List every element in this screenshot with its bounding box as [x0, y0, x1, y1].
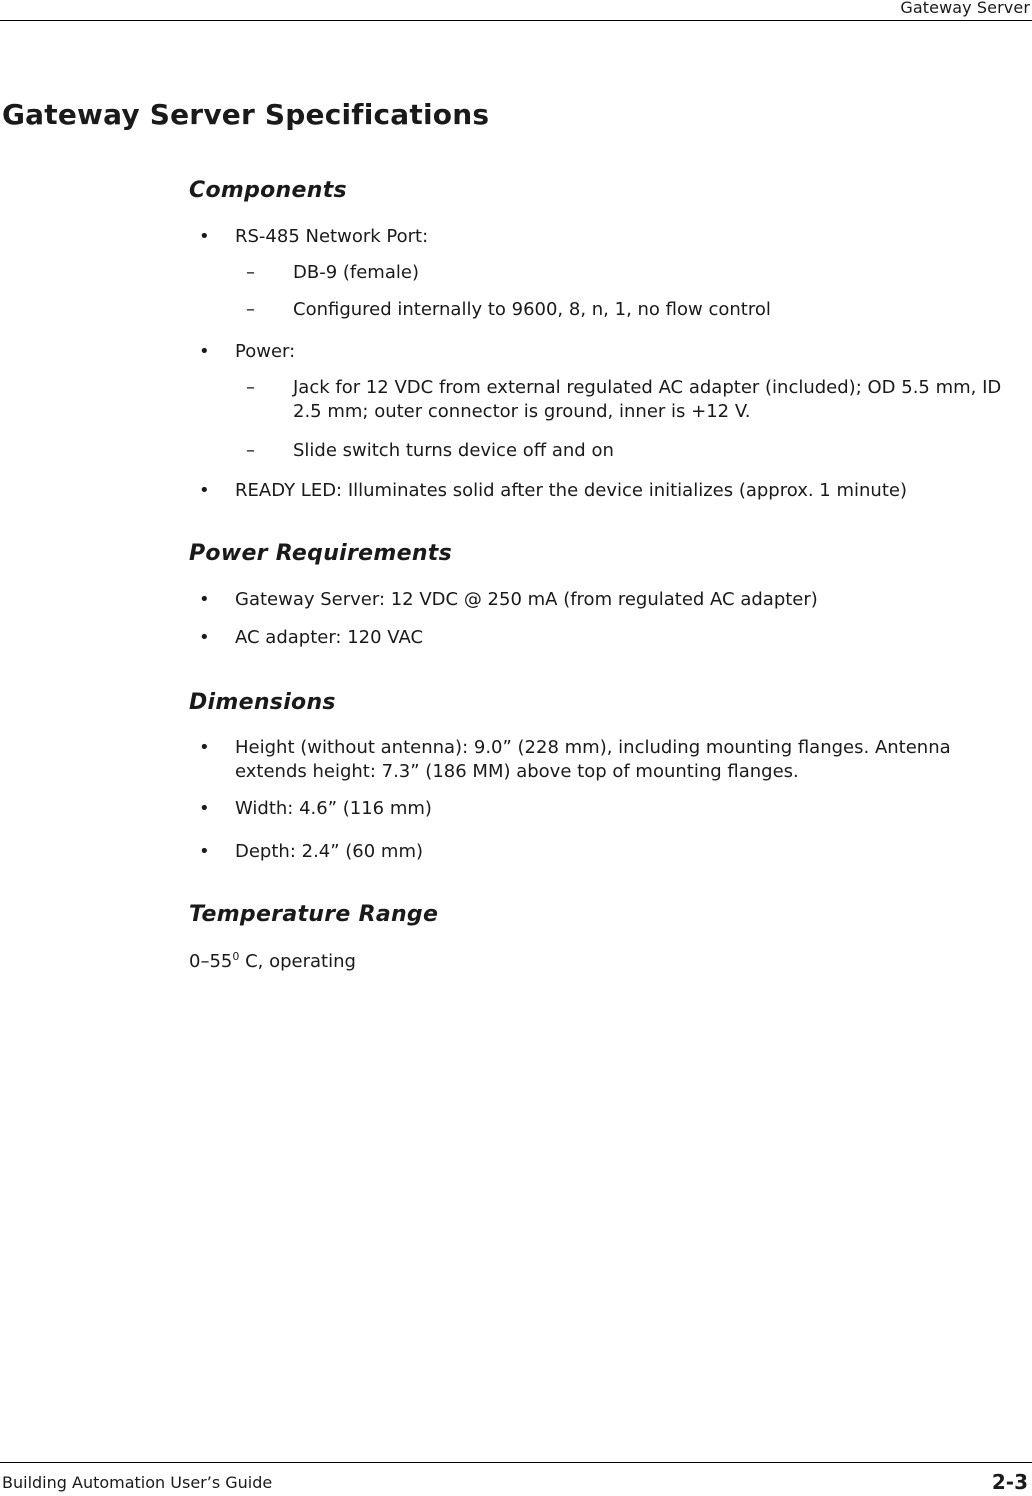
temperature-prefix: 0–55: [189, 951, 233, 972]
components-heading: Components: [189, 178, 347, 203]
bullet-marker: •: [199, 798, 210, 819]
sub-item-text: Configured internally to 9600, 8, n, 1, no flow control: [293, 299, 771, 320]
dimensions-heading: Dimensions: [189, 690, 336, 715]
temperature-range-heading: Temperature Range: [189, 902, 439, 927]
footer-guide-title: Building Automation User’s Guide: [2, 1473, 273, 1492]
temperature-range-value: [189, 945, 356, 974]
footer-rule: [0, 1462, 1032, 1463]
bullet-marker: •: [199, 480, 210, 501]
sub-item-switch: [246, 439, 1026, 463]
bullet-marker: •: [199, 737, 210, 758]
bullet-marker: •: [199, 589, 210, 610]
header-rule: [0, 20, 1032, 21]
degree-superscript: 0: [232, 950, 240, 963]
list-item-ready-led: [189, 479, 1026, 503]
list-item-text: READY LED: Illuminates solid after the device initializes (approx. 1 minute): [235, 480, 907, 501]
bullet-marker: •: [199, 226, 210, 247]
list-item-gateway-power: [189, 588, 1026, 612]
list-item-ac-adapter: [189, 626, 1026, 650]
list-item-power: [189, 340, 1026, 364]
list-item-text: Width: 4.6” (116 mm): [235, 798, 432, 819]
list-item-text: Gateway Server: 12 VDC @ 250 mA (from regulated AC adapter): [235, 589, 818, 610]
bullet-marker: •: [199, 627, 210, 648]
bullet-marker: •: [199, 341, 210, 362]
list-item-height: [189, 736, 1026, 784]
temperature-suffix: C, operating: [239, 951, 356, 972]
sub-item-text: Jack for 12 VDC from external regulated AC adapter (included); OD 5.5 mm, ID 2.5 mm; outer connector is ground, inner is +12 V.: [293, 377, 1002, 422]
page-number: 2-3: [991, 1470, 1028, 1494]
dash-marker: –: [246, 440, 255, 461]
running-header-title: Gateway Server: [900, 0, 1030, 17]
list-item-text: RS-485 Network Port:: [235, 226, 429, 247]
dash-marker: –: [246, 299, 255, 320]
list-item-text: Height (without antenna): 9.0” (228 mm), including mounting flanges. Antenna extends height: 7.3” (186 MM) above top of mounting flanges.: [235, 737, 951, 782]
list-item-text: Depth: 2.4” (60 mm): [235, 841, 424, 862]
list-item-width: [189, 797, 1026, 821]
sub-item-config: [246, 298, 1026, 322]
page-title: Gateway Server Specifications: [2, 98, 490, 131]
sub-item-text: DB-9 (female): [293, 262, 419, 283]
sub-item-db9: [246, 261, 1026, 285]
dash-marker: –: [246, 377, 255, 398]
list-item-depth: [189, 840, 1026, 864]
sub-item-text: Slide switch turns device off and on: [293, 440, 614, 461]
list-item-rs485: [189, 225, 1026, 249]
sub-item-jack: [246, 376, 1026, 424]
bullet-marker: •: [199, 841, 210, 862]
dash-marker: –: [246, 262, 255, 283]
list-item-text: AC adapter: 120 VAC: [235, 627, 424, 648]
list-item-text: Power:: [235, 341, 296, 362]
power-requirements-heading: Power Requirements: [189, 541, 452, 566]
